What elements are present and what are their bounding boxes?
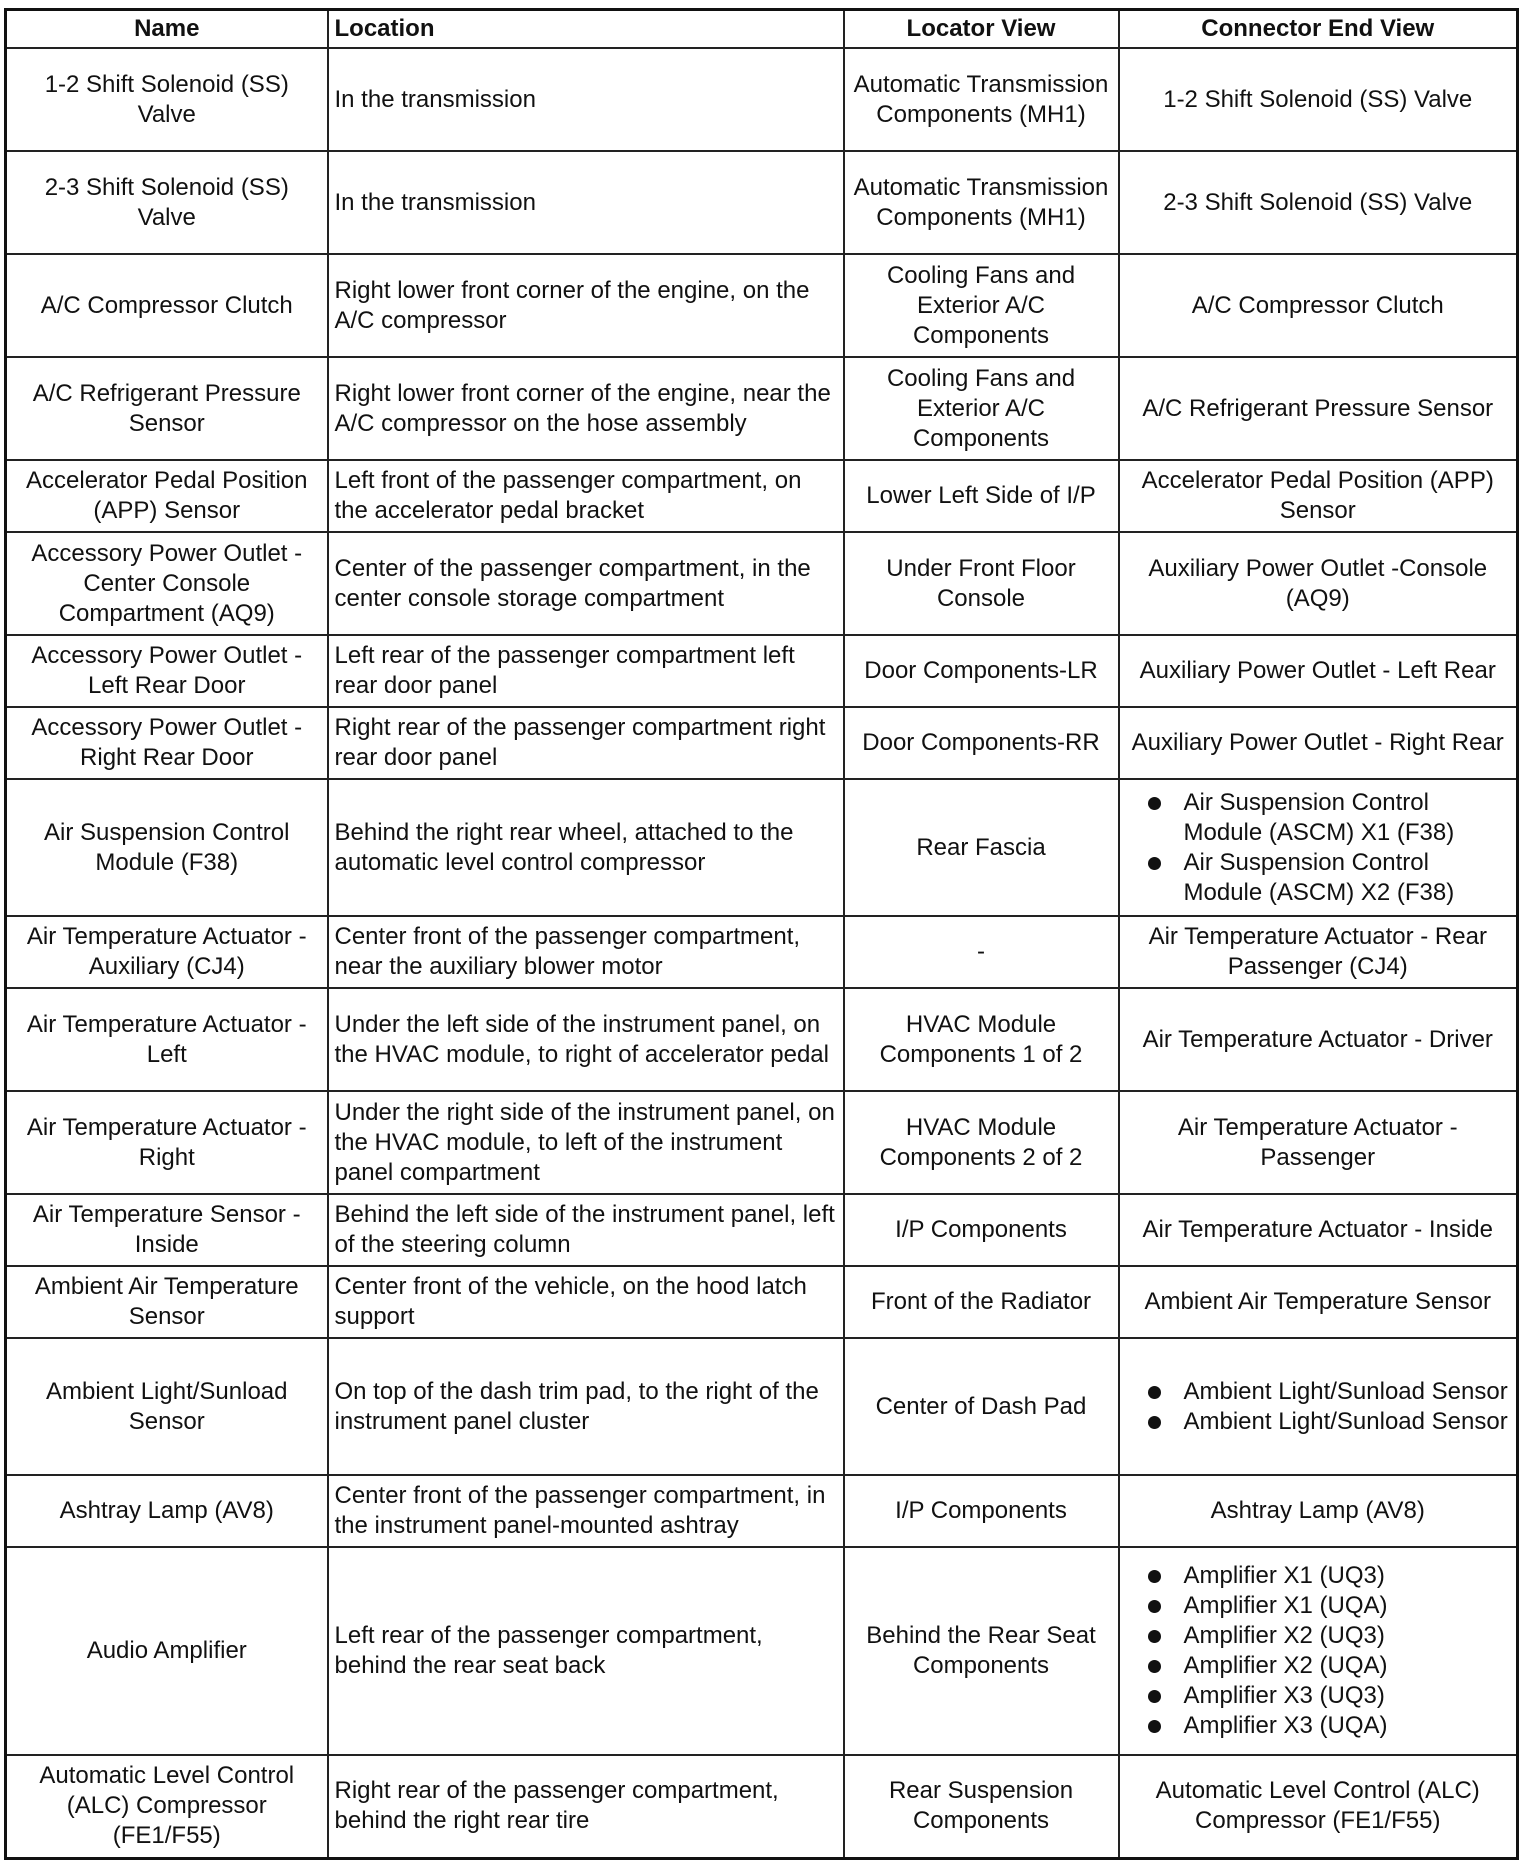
cell-location: Under the right side of the instrument panel, on the HVAC module, to left of the instrument panel compartment	[328, 1091, 844, 1194]
bullet-icon	[1148, 1630, 1161, 1643]
bullet-icon	[1148, 1386, 1161, 1399]
table-row	[6, 48, 1518, 151]
table-row	[6, 532, 1518, 635]
cell-location: In the transmission	[328, 151, 844, 254]
table-row	[6, 1755, 1518, 1858]
cell-locator-view: -	[844, 916, 1119, 988]
bullet-icon	[1148, 1720, 1161, 1733]
cell-locator-view: HVAC Module Components 1 of 2	[844, 988, 1119, 1091]
cell-location: Right rear of the passenger compartment right rear door panel	[328, 707, 844, 779]
connector-list	[1126, 1561, 1511, 1741]
connector-list-item	[1148, 1377, 1511, 1407]
component-locator-document	[4, 8, 1516, 1860]
cell-connector-end-view: Ambient Air Temperature Sensor	[1119, 1266, 1518, 1338]
cell-connector-end-view: A/C Compressor Clutch	[1119, 254, 1518, 357]
cell-connector-end-view: Auxiliary Power Outlet -Console (AQ9)	[1119, 532, 1518, 635]
cell-location: Under the left side of the instrument panel, on the HVAC module, to right of accelerator pedal	[328, 988, 844, 1091]
table-row	[6, 151, 1518, 254]
cell-connector-end-view: Ashtray Lamp (AV8)	[1119, 1475, 1518, 1547]
connector-label: Amplifier X2 (UQ3)	[1183, 1622, 1385, 1649]
cell-location: Right rear of the passenger compartment, behind the right rear tire	[328, 1755, 844, 1858]
cell-name: Ambient Air Temperature Sensor	[6, 1266, 328, 1338]
cell-connector-end-view	[1119, 779, 1518, 916]
cell-name: Accessory Power Outlet - Left Rear Door	[6, 635, 328, 707]
connector-label: Ambient Light/Sunload Sensor	[1183, 1407, 1508, 1435]
table-row	[6, 1475, 1518, 1547]
cell-name: Ambient Light/Sunload Sensor	[6, 1338, 328, 1475]
table-row	[6, 1091, 1518, 1194]
cell-connector-end-view: 2-3 Shift Solenoid (SS) Valve	[1119, 151, 1518, 254]
cell-connector-end-view: Air Temperature Actuator - Rear Passenger (CJ4)	[1119, 916, 1518, 988]
cell-connector-end-view: Air Temperature Actuator - Driver	[1119, 988, 1518, 1091]
cell-location: Center front of the passenger compartment, near the auxiliary blower motor	[328, 916, 844, 988]
table-row	[6, 254, 1518, 357]
cell-locator-view: Cooling Fans and Exterior A/C Components	[844, 254, 1119, 357]
cell-locator-view: Door Components-RR	[844, 707, 1119, 779]
cell-locator-view: I/P Components	[844, 1475, 1119, 1547]
cell-locator-view: Door Components-LR	[844, 635, 1119, 707]
table-row	[6, 1547, 1518, 1755]
cell-location: In the transmission	[328, 48, 844, 151]
cell-connector-end-view: Auxiliary Power Outlet - Right Rear	[1119, 707, 1518, 779]
cell-name: Accessory Power Outlet - Right Rear Door	[6, 707, 328, 779]
header-location: Location	[328, 10, 844, 49]
table-row	[6, 1194, 1518, 1266]
cell-name: A/C Refrigerant Pressure Sensor	[6, 357, 328, 460]
bullet-icon	[1148, 1690, 1161, 1703]
cell-connector-end-view: A/C Refrigerant Pressure Sensor	[1119, 357, 1518, 460]
connector-list	[1126, 788, 1511, 908]
cell-connector-end-view: Air Temperature Actuator - Passenger	[1119, 1091, 1518, 1194]
cell-location: Behind the right rear wheel, attached to the automatic level control compressor	[328, 779, 844, 916]
cell-location: Left rear of the passenger compartment left rear door panel	[328, 635, 844, 707]
cell-connector-end-view: 1-2 Shift Solenoid (SS) Valve	[1119, 48, 1518, 151]
cell-location: Left front of the passenger compartment, on the accelerator pedal bracket	[328, 460, 844, 532]
table-row	[6, 916, 1518, 988]
connector-label: Ambient Light/Sunload Sensor	[1183, 1377, 1508, 1405]
connector-label: Air Suspension Control Module (ASCM) X1 (F38)	[1183, 788, 1455, 846]
cell-connector-end-view	[1119, 1547, 1518, 1755]
connector-list-item	[1148, 1407, 1511, 1437]
table-row	[6, 460, 1518, 532]
cell-locator-view: Cooling Fans and Exterior A/C Components	[844, 357, 1119, 460]
connector-label: Amplifier X3 (UQ3)	[1183, 1682, 1385, 1709]
cell-location: Behind the left side of the instrument panel, left of the steering column	[328, 1194, 844, 1266]
connector-label: Amplifier X3 (UQA)	[1183, 1712, 1388, 1739]
bullet-icon	[1148, 1600, 1161, 1613]
cell-locator-view: HVAC Module Components 2 of 2	[844, 1091, 1119, 1194]
cell-connector-end-view: Automatic Level Control (ALC) Compressor (FE1/F55)	[1119, 1755, 1518, 1858]
table-row	[6, 1266, 1518, 1338]
header-row	[6, 10, 1518, 49]
connector-label: Air Suspension Control Module (ASCM) X2 (F38)	[1183, 848, 1455, 906]
cell-connector-end-view	[1119, 1338, 1518, 1475]
cell-location: On top of the dash trim pad, to the right of the instrument panel cluster	[328, 1338, 844, 1475]
cell-name: 1-2 Shift Solenoid (SS) Valve	[6, 48, 328, 151]
cell-locator-view: Center of Dash Pad	[844, 1338, 1119, 1475]
connector-list-item	[1148, 788, 1511, 848]
cell-name: Air Temperature Sensor - Inside	[6, 1194, 328, 1266]
cell-name: 2-3 Shift Solenoid (SS) Valve	[6, 151, 328, 254]
cell-locator-view: I/P Components	[844, 1194, 1119, 1266]
connector-list-item	[1148, 1621, 1511, 1651]
table-row	[6, 1338, 1518, 1475]
table-row	[6, 635, 1518, 707]
header-name: Name	[6, 10, 328, 49]
cell-location: Right lower front corner of the engine, near the A/C compressor on the hose assembly	[328, 357, 844, 460]
cell-connector-end-view: Air Temperature Actuator - Inside	[1119, 1194, 1518, 1266]
connector-label: Amplifier X1 (UQA)	[1183, 1592, 1388, 1619]
cell-locator-view: Under Front Floor Console	[844, 532, 1119, 635]
bullet-icon	[1148, 1416, 1161, 1429]
cell-name: A/C Compressor Clutch	[6, 254, 328, 357]
connector-list	[1126, 1377, 1511, 1437]
connector-list-item	[1148, 1711, 1511, 1741]
cell-location: Center front of the passenger compartment, in the instrument panel-mounted ashtray	[328, 1475, 844, 1547]
connector-label: Amplifier X2 (UQA)	[1183, 1652, 1388, 1679]
cell-location: Left rear of the passenger compartment, behind the rear seat back	[328, 1547, 844, 1755]
connector-list-item	[1148, 1651, 1511, 1681]
cell-name: Automatic Level Control (ALC) Compressor (FE1/F55)	[6, 1755, 328, 1858]
table-row	[6, 707, 1518, 779]
cell-locator-view: Front of the Radiator	[844, 1266, 1119, 1338]
cell-locator-view: Rear Fascia	[844, 779, 1119, 916]
table-row	[6, 988, 1518, 1091]
cell-name: Accelerator Pedal Position (APP) Sensor	[6, 460, 328, 532]
cell-locator-view: Rear Suspension Components	[844, 1755, 1119, 1858]
bullet-icon	[1148, 797, 1161, 810]
cell-locator-view: Behind the Rear Seat Components	[844, 1547, 1119, 1755]
table-row	[6, 779, 1518, 916]
cell-locator-view: Automatic Transmission Components (MH1)	[844, 151, 1119, 254]
bullet-icon	[1148, 857, 1161, 870]
connector-list-item	[1148, 1681, 1511, 1711]
cell-name: Air Temperature Actuator - Right	[6, 1091, 328, 1194]
cell-name: Audio Amplifier	[6, 1547, 328, 1755]
header-locator-view: Locator View	[844, 10, 1119, 49]
connector-label: Amplifier X1 (UQ3)	[1183, 1562, 1385, 1589]
connector-list-item	[1148, 1591, 1511, 1621]
cell-location: Center front of the vehicle, on the hood latch support	[328, 1266, 844, 1338]
cell-name: Air Temperature Actuator - Auxiliary (CJ4)	[6, 916, 328, 988]
cell-location: Right lower front corner of the engine, on the A/C compressor	[328, 254, 844, 357]
table-body	[6, 48, 1518, 1858]
cell-location: Center of the passenger compartment, in the center console storage compartment	[328, 532, 844, 635]
cell-name: Accessory Power Outlet - Center Console Compartment (AQ9)	[6, 532, 328, 635]
cell-name: Air Temperature Actuator - Left	[6, 988, 328, 1091]
component-locator-table	[4, 8, 1519, 1860]
bullet-icon	[1148, 1660, 1161, 1673]
bullet-icon	[1148, 1570, 1161, 1583]
header-connector-end-view: Connector End View	[1119, 10, 1518, 49]
connector-list-item	[1148, 848, 1511, 908]
cell-locator-view: Lower Left Side of I/P	[844, 460, 1119, 532]
cell-connector-end-view: Auxiliary Power Outlet - Left Rear	[1119, 635, 1518, 707]
connector-list-item	[1148, 1561, 1511, 1591]
cell-locator-view: Automatic Transmission Components (MH1)	[844, 48, 1119, 151]
cell-name: Ashtray Lamp (AV8)	[6, 1475, 328, 1547]
cell-name: Air Suspension Control Module (F38)	[6, 779, 328, 916]
table-row	[6, 357, 1518, 460]
cell-connector-end-view: Accelerator Pedal Position (APP) Sensor	[1119, 460, 1518, 532]
